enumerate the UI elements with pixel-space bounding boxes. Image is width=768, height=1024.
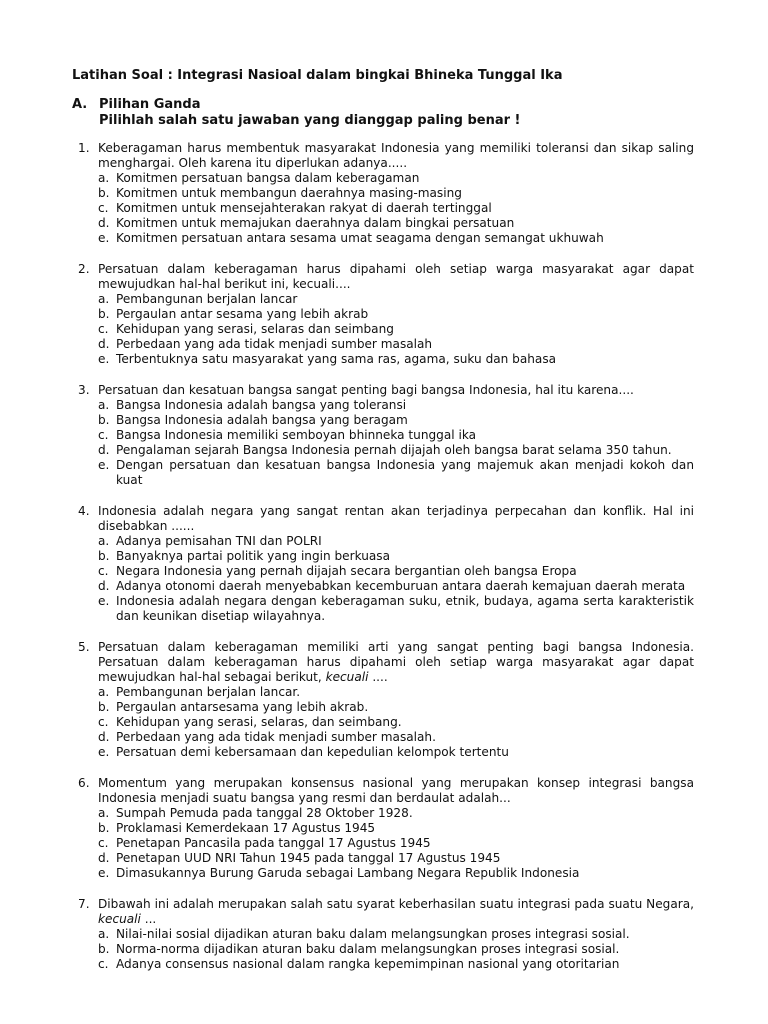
answer-option bbox=[98, 564, 694, 579]
option-text: Indonesia adalah negara dengan keberagaman suku, etnik, budaya, agama serta karakteristik dan keunikan disetiap wilayahnya. bbox=[116, 594, 694, 623]
answer-option bbox=[98, 534, 694, 549]
option-letter: c. bbox=[98, 715, 109, 729]
option-letter: c. bbox=[98, 836, 109, 850]
question-number: 2. bbox=[78, 262, 90, 276]
answer-option bbox=[98, 292, 694, 307]
answer-option bbox=[98, 549, 694, 564]
option-list bbox=[98, 534, 694, 624]
option-list bbox=[98, 685, 694, 760]
option-text: Negara Indonesia yang pernah dijajah secara bergantian oleh bangsa Eropa bbox=[116, 564, 577, 578]
question-stem-text: Persatuan dalam keberagaman harus dipahami oleh setiap warga masyarakat agar dapat mewujudkan hal-hal berikut ini, kecuali.... bbox=[98, 262, 694, 291]
answer-option bbox=[98, 821, 694, 836]
question-1 bbox=[78, 141, 694, 246]
option-letter: a. bbox=[98, 534, 110, 548]
answer-option bbox=[98, 171, 694, 186]
question-stem-tail: ... bbox=[140, 912, 157, 926]
question-5 bbox=[78, 640, 694, 760]
option-text: Komitmen persatuan bangsa dalam keberagaman bbox=[116, 171, 420, 185]
option-text: Bangsa Indonesia adalah bangsa yang toleransi bbox=[116, 398, 407, 412]
question-stem-text: Indonesia adalah negara yang sangat rentan akan terjadinya perpecahan dan konflik. Hal ini disebabkan ...... bbox=[98, 504, 694, 533]
option-text: Adanya otonomi daerah menyebabkan kecemburuan antara daerah kemajuan daerah merata bbox=[116, 579, 686, 593]
option-text: Pembangunan berjalan lancar. bbox=[116, 685, 301, 699]
option-text: Adanya consensus nasional dalam rangka kepemimpinan nasional yang otoritarian bbox=[116, 957, 620, 971]
option-text: Banyaknya partai politik yang ingin berkuasa bbox=[116, 549, 391, 563]
question-stem bbox=[98, 897, 694, 927]
answer-option bbox=[98, 307, 694, 322]
option-text: Terbentuknya satu masyarakat yang sama ras, agama, suku dan bahasa bbox=[116, 352, 557, 366]
question-stem bbox=[98, 262, 694, 292]
option-letter: c. bbox=[98, 564, 109, 578]
answer-option bbox=[98, 352, 694, 367]
answer-option bbox=[98, 337, 694, 352]
question-number: 7. bbox=[78, 897, 90, 911]
answer-option bbox=[98, 685, 694, 700]
answer-option bbox=[98, 216, 694, 231]
answer-option bbox=[98, 458, 694, 488]
answer-option bbox=[98, 927, 694, 942]
option-letter: a. bbox=[98, 685, 110, 699]
option-text: Kehidupan yang serasi, selaras dan seimbang bbox=[116, 322, 394, 336]
option-text: Dimasukannya Burung Garuda sebagai Lambang Negara Republik Indonesia bbox=[116, 866, 580, 880]
option-text: Komitmen untuk memajukan daerahnya dalam bingkai persatuan bbox=[116, 216, 515, 230]
section-header bbox=[72, 97, 520, 128]
answer-option bbox=[98, 579, 694, 594]
option-text: Pengalaman sejarah Bangsa Indonesia pernah dijajah oleh bangsa barat selama 350 tahun. bbox=[116, 443, 672, 457]
answer-option bbox=[98, 715, 694, 730]
option-letter: c. bbox=[98, 957, 109, 971]
option-text: Pembangunan berjalan lancar bbox=[116, 292, 298, 306]
question-number: 3. bbox=[78, 383, 90, 397]
question-stem bbox=[98, 504, 694, 534]
answer-option bbox=[98, 745, 694, 760]
option-letter: a. bbox=[98, 927, 110, 941]
answer-option bbox=[98, 428, 694, 443]
option-text: Norma-norma dijadikan aturan baku dalam melangsungkan proses integrasi sosial. bbox=[116, 942, 620, 956]
option-letter: a. bbox=[98, 398, 110, 412]
option-text: Bangsa Indonesia adalah bangsa yang beragam bbox=[116, 413, 408, 427]
question-stem-text: Dibawah ini adalah merupakan salah satu syarat keberhasilan suatu integrasi pada suatu Negara, bbox=[98, 897, 694, 911]
question-stem-emphasis: kecuali bbox=[98, 912, 141, 926]
document-title: Latihan Soal : Integrasi Nasioal dalam bingkai Bhineka Tunggal Ika bbox=[72, 68, 563, 83]
option-letter: d. bbox=[98, 216, 110, 230]
option-letter: e. bbox=[98, 866, 110, 880]
option-letter: d. bbox=[98, 730, 110, 744]
question-6 bbox=[78, 776, 694, 881]
question-number: 6. bbox=[78, 776, 90, 790]
question-number: 4. bbox=[78, 504, 90, 518]
section-heading: Pilihan Ganda bbox=[99, 97, 201, 112]
option-letter: b. bbox=[98, 821, 110, 835]
option-text: Pergaulan antarsesama yang lebih akrab. bbox=[116, 700, 369, 714]
option-text: Proklamasi Kemerdekaan 17 Agustus 1945 bbox=[116, 821, 376, 835]
question-2 bbox=[78, 262, 694, 367]
option-list bbox=[98, 927, 694, 972]
option-letter: a. bbox=[98, 292, 110, 306]
option-letter: b. bbox=[98, 413, 110, 427]
answer-option bbox=[98, 594, 694, 624]
option-letter: d. bbox=[98, 443, 110, 457]
answer-option bbox=[98, 942, 694, 957]
option-letter: e. bbox=[98, 458, 110, 472]
option-text: Bangsa Indonesia memiliki semboyan bhinneka tunggal ika bbox=[116, 428, 477, 442]
question-stem bbox=[98, 141, 694, 171]
question-list bbox=[78, 141, 694, 988]
option-letter: c. bbox=[98, 322, 109, 336]
option-letter: a. bbox=[98, 171, 110, 185]
option-letter: a. bbox=[98, 806, 110, 820]
option-letter: d. bbox=[98, 337, 110, 351]
option-letter: c. bbox=[98, 201, 109, 215]
question-4 bbox=[78, 504, 694, 624]
question-number: 1. bbox=[78, 141, 90, 155]
option-text: Komitmen untuk membangun daerahnya masing-masing bbox=[116, 186, 462, 200]
question-stem-text: Persatuan dalam keberagaman memiliki arti yang sangat penting bagi bangsa Indonesia. Persatuan dalam keberagaman harus dipahami oleh setiap warga masyarakat agar dapat mewujudkan hal-hal sebagai berikut, bbox=[98, 640, 694, 684]
answer-option bbox=[98, 836, 694, 851]
section-instruction: Pilihlah salah satu jawaban yang dianggap paling benar ! bbox=[99, 113, 521, 128]
option-letter: c. bbox=[98, 428, 109, 442]
option-list bbox=[98, 398, 694, 488]
option-text: Penetapan UUD NRI Tahun 1945 pada tanggal 17 Agustus 1945 bbox=[116, 851, 501, 865]
question-stem-text: Keberagaman harus membentuk masyarakat Indonesia yang memiliki toleransi dan sikap saling menghargai. Oleh karena itu diperlukan adanya..... bbox=[98, 141, 694, 170]
option-text: Dengan persatuan dan kesatuan bangsa Indonesia yang majemuk akan menjadi kokoh dan kuat bbox=[116, 458, 694, 487]
answer-option bbox=[98, 957, 694, 972]
option-letter: b. bbox=[98, 549, 110, 563]
option-letter: e. bbox=[98, 352, 110, 366]
option-text: Kehidupan yang serasi, selaras, dan seimbang. bbox=[116, 715, 402, 729]
option-text: Adanya pemisahan TNI dan POLRI bbox=[116, 534, 322, 548]
option-list bbox=[98, 806, 694, 881]
option-text: Sumpah Pemuda pada tanggal 28 Oktober 1928. bbox=[116, 806, 413, 820]
question-stem-text: Momentum yang merupakan konsensus nasional yang merupakan konsep integrasi bangsa Indonesia menjadi suatu bangsa yang resmi dan berdaulat adalah... bbox=[98, 776, 694, 805]
answer-option bbox=[98, 866, 694, 881]
option-letter: b. bbox=[98, 186, 110, 200]
answer-option bbox=[98, 322, 694, 337]
option-letter: b. bbox=[98, 942, 110, 956]
option-letter: e. bbox=[98, 231, 110, 245]
option-text: Komitmen persatuan antara sesama umat seagama dengan semangat ukhuwah bbox=[116, 231, 604, 245]
answer-option bbox=[98, 443, 694, 458]
question-stem-text: Persatuan dan kesatuan bangsa sangat penting bagi bangsa Indonesia, hal itu karena.... bbox=[98, 383, 634, 397]
option-text: Persatuan demi kebersamaan dan kepedulian kelompok tertentu bbox=[116, 745, 509, 759]
option-text: Penetapan Pancasila pada tanggal 17 Agustus 1945 bbox=[116, 836, 431, 850]
question-stem bbox=[98, 640, 694, 685]
answer-option bbox=[98, 186, 694, 201]
question-7 bbox=[78, 897, 694, 972]
option-letter: b. bbox=[98, 307, 110, 321]
question-stem-tail: .... bbox=[368, 670, 388, 684]
option-letter: e. bbox=[98, 745, 110, 759]
option-letter: b. bbox=[98, 700, 110, 714]
question-stem bbox=[98, 776, 694, 806]
option-list bbox=[98, 292, 694, 367]
question-stem bbox=[98, 383, 694, 398]
option-text: Perbedaan yang ada tidak menjadi sumber masalah bbox=[116, 337, 433, 351]
question-3 bbox=[78, 383, 694, 488]
option-list bbox=[98, 171, 694, 246]
answer-option bbox=[98, 730, 694, 745]
question-number: 5. bbox=[78, 640, 90, 654]
option-text: Nilai-nilai sosial dijadikan aturan baku dalam melangsungkan proses integrasi sosial. bbox=[116, 927, 630, 941]
answer-option bbox=[98, 806, 694, 821]
answer-option bbox=[98, 700, 694, 715]
option-text: Perbedaan yang ada tidak menjadi sumber masalah. bbox=[116, 730, 436, 744]
option-letter: e. bbox=[98, 594, 110, 608]
option-text: Pergaulan antar sesama yang lebih akrab bbox=[116, 307, 369, 321]
option-letter: d. bbox=[98, 579, 110, 593]
section-letter: A. bbox=[72, 97, 88, 112]
answer-option bbox=[98, 413, 694, 428]
question-stem-emphasis: kecuali bbox=[325, 670, 369, 684]
option-text: Komitmen untuk mensejahterakan rakyat di daerah tertinggal bbox=[116, 201, 492, 215]
answer-option bbox=[98, 398, 694, 413]
option-letter: d. bbox=[98, 851, 110, 865]
answer-option bbox=[98, 231, 694, 246]
answer-option bbox=[98, 201, 694, 216]
answer-option bbox=[98, 851, 694, 866]
